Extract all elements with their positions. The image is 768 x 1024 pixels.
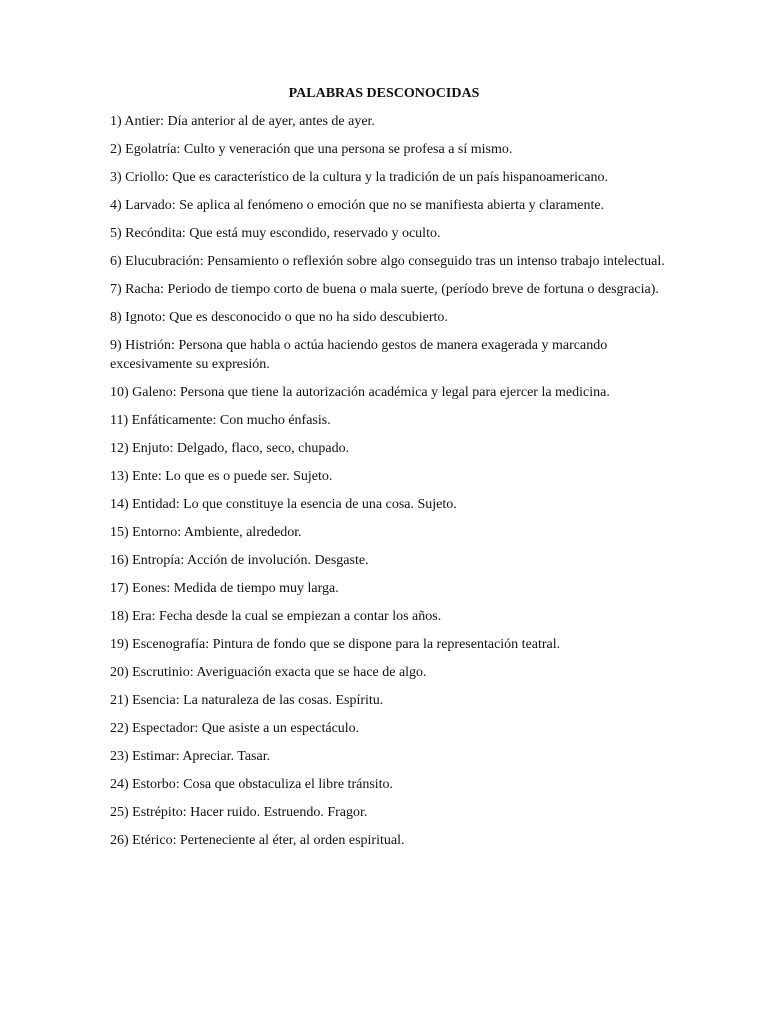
vocabulary-entry: 6) Elucubración: Pensamiento o reflexión sobre algo conseguido tras un intenso trabajo intelectual. xyxy=(110,254,665,269)
vocabulary-entry: 12) Enjuto: Delgado, flaco, seco, chupado. xyxy=(110,440,350,456)
vocabulary-entry: 5) Recóndita: Que está muy escondido, reservado y oculto. xyxy=(110,226,441,241)
vocabulary-entry: 13) Ente: Lo que es o puede ser. Sujeto. xyxy=(110,468,333,484)
vocabulary-list xyxy=(110,113,670,860)
vocabulary-entry: 19) Escenografía: Pintura de fondo que se dispone para la representación teatral. xyxy=(110,636,561,652)
page-title: PALABRAS DESCONOCIDAS xyxy=(288,86,480,101)
vocabulary-entry: 17) Eones: Medida de tiempo muy larga. xyxy=(110,580,339,596)
vocabulary-entry: 22) Espectador: Que asiste a un espectáculo. xyxy=(110,720,360,736)
vocabulary-entry: 20) Escrutinio: Averiguación exacta que se hace de algo. xyxy=(110,664,427,680)
vocabulary-entry: 2) Egolatría: Culto y veneración que una persona se profesa a sí mismo. xyxy=(110,142,513,157)
vocabulary-entry: 23) Estimar: Apreciar. Tasar. xyxy=(110,748,271,764)
vocabulary-entry: 1) Antier: Día anterior al de ayer, antes de ayer. xyxy=(110,114,375,129)
vocabulary-entry: 24) Estorbo: Cosa que obstaculiza el libre tránsito. xyxy=(110,776,394,792)
vocabulary-entry: 4) Larvado: Se aplica al fenómeno o emoción que no se manifiesta abierta y claramente. xyxy=(110,198,605,213)
vocabulary-entry: 15) Entorno: Ambiente, alrededor. xyxy=(110,524,302,540)
vocabulary-entry: 3) Criollo: Que es característico de la cultura y la tradición de un país hispanoamericano. xyxy=(110,170,608,185)
vocabulary-entry: 25) Estrépito: Hacer ruido. Estruendo. Fragor. xyxy=(110,804,368,820)
vocabulary-entry: 21) Esencia: La naturaleza de las cosas. Espíritu. xyxy=(110,692,384,708)
vocabulary-entry: 8) Ignoto: Que es desconocido o que no ha sido descubierto. xyxy=(110,310,448,325)
vocabulary-entry: 14) Entidad: Lo que constituye la esencia de una cosa. Sujeto. xyxy=(110,496,457,512)
vocabulary-entry: 9) Histrión: Persona que habla o actúa haciendo gestos de manera exagerada y marcando excesivamente su expresión. xyxy=(110,338,608,372)
vocabulary-entry: 18) Era: Fecha desde la cual se empiezan a contar los años. xyxy=(110,608,442,624)
vocabulary-entry: 16) Entropía: Acción de involución. Desgaste. xyxy=(110,552,369,568)
vocabulary-entry: 10) Galeno: Persona que tiene la autorización académica y legal para ejercer la medicina. xyxy=(110,384,610,400)
vocabulary-entry: 26) Etérico: Perteneciente al éter, al orden espiritual. xyxy=(110,832,405,848)
vocabulary-entry: 11) Enfáticamente: Con mucho énfasis. xyxy=(110,412,331,428)
vocabulary-entry: 7) Racha: Periodo de tiempo corto de buena o mala suerte, (período breve de fortuna o desgracia). xyxy=(110,282,659,297)
